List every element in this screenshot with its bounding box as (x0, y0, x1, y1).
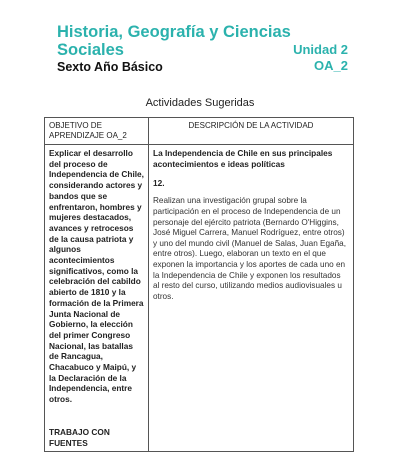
subject-title (57, 23, 297, 59)
section-title: Actividades Sugeridas (145, 97, 255, 109)
objective-header: OBJETIVO DE APRENDIZAJE OA_2 (45, 118, 149, 145)
activity-description: Realizan una investigación grupal sobre la participación en el proceso de Independencia de un personaje del ejército patriota (Bernardo O'Higgins, José Miguel Carrera, Manuel Rodríguez, entre otros) y uno del mundo civil (Manuel de Salas, Juan Egaña, entre otros). Luego, elaboran un texto en el que exponen la importancia y los aportes de cada uno en la Independencia de Chile y exponen los resultados al resto del curso, utilizando medios audiovisuales u otros. (153, 196, 346, 301)
table-row (45, 145, 354, 452)
objective-text: Explicar el desarrollo del proceso de Independencia de Chile, considerando actores y bandos que se enfrentaron, hombres y mujeres destacados, avances y retrocesos de la causa patriota y algunos acontecimientos significativos, como la celebración del cabildo abierto de 1810 y la formación de la Primera Junta Nacional de Gobierno, la elección del primer Congreso Nacional, las batallas de Rancagua, Chacabuco y Maipú, y la Declaración de la Independencia, entre otros. (49, 148, 144, 405)
oa-label: OA_2 (314, 58, 348, 73)
grade-label: Sexto Año Básico (57, 60, 163, 74)
description-cell (149, 145, 354, 452)
activity-table (44, 117, 354, 452)
document-header (57, 23, 297, 74)
description-header: DESCRIPCIÓN DE LA ACTIVIDAD (149, 118, 354, 145)
objective-cell (45, 145, 149, 452)
table-header-row (45, 118, 354, 145)
trabajo-label: TRABAJO CON FUENTES (49, 426, 110, 448)
activity-title: La Independencia de Chile en sus principales acontecimientos e ideas políticas (153, 148, 333, 169)
subject-title-line1: Historia, Geografía y Ciencias (57, 23, 291, 41)
subject-title-line2: Sociales (57, 41, 124, 59)
unit-info (293, 42, 348, 74)
activity-number: 12. (153, 178, 165, 189)
unit-label: Unidad 2 (293, 42, 348, 57)
